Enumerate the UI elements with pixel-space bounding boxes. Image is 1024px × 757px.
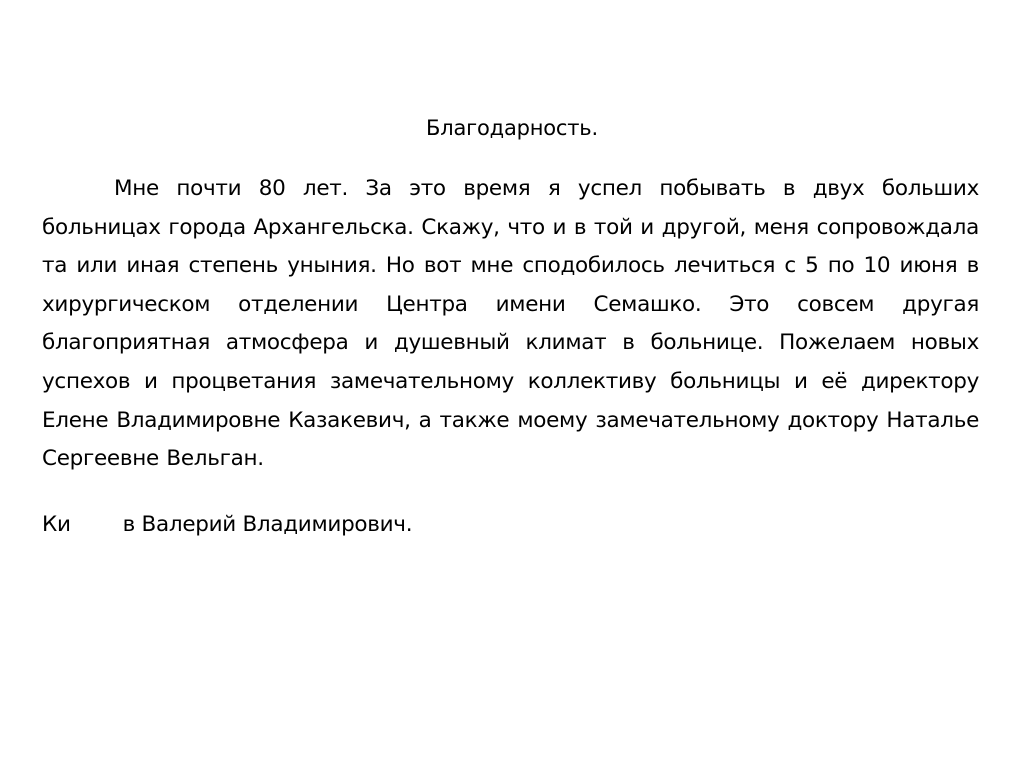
signature (42, 506, 412, 544)
signature-surname-start: Ки (42, 512, 71, 537)
signature-rest: в Валерий Владимирович. (122, 512, 413, 537)
document-title: Благодарность. (426, 116, 598, 140)
document-body-paragraph: Мне почти 80 лет. За это время я успел побывать в двух больших больницах города Архангельска. Скажу, что и в той и другой, меня сопровождала та или иная степень уныния. Но вот мне сподобилось лечиться с 5 по 10 июня в хирургическом отделении Центра имени Семашко. Это совсем другая благоприятная атмосфера и душевный климат в больнице. Пожелаем новых успехов и процветания замечательному коллективу больницы и её директору Елене Владимировне Казакевич, а также моему замечательному доктору Наталье Сергеевне Вельган. (42, 176, 979, 472)
